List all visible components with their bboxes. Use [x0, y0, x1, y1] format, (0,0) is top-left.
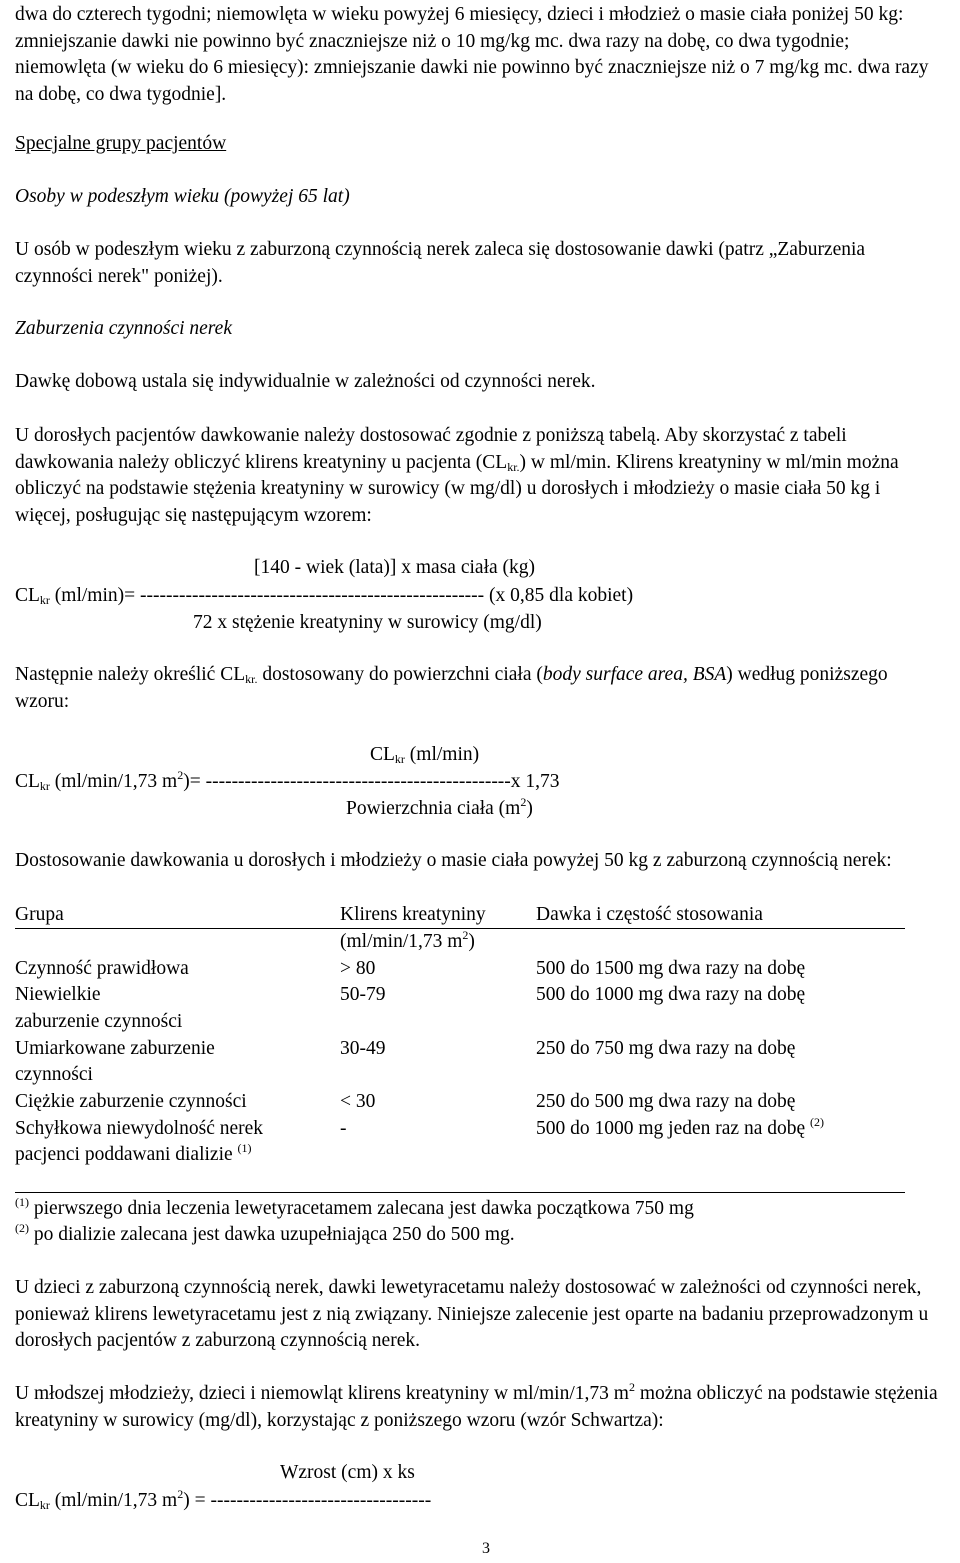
header-clearance-unit: (ml/min/1,73 $m^2$): [340, 928, 475, 952]
formula3-line: $CL_{kr}$ (ml/min/1,73 $m^2$) = ----------------------------------: [15, 1487, 432, 1512]
header-clearance: Klirens kreatyniny: [340, 904, 486, 925]
table-bottom-rule: [15, 1192, 905, 1193]
renal-paragraph-2: U dorosłych pacjentów dawkowanie należy dostosować zgodnie z poniższą tabelą. Aby skorzystać z tabeli dawkowania należy obliczyć klirens kreatyniny u pacjenta $(CL_{kr.})$ w ml/min. Klirens kreatyniny w ml/min można obliczyć na podstawie stężenia kreatyniny w surowicy (w mg/dl) u dorosłych i młodzieży o masie ciała 50 kg i więcej, posługując się następującym wzorem:: [15, 425, 899, 526]
intro-paragraph: dwa do czterech tygodni; niemowlęta w wieku powyżej 6 miesięcy, dzieci i młodzież o masie ciała poniżej 50 kg: zmniejszanie dawki nie powinno być znaczniejsze niż o 10 mg/kg mc. dwa razy na dobę, co dwa tygodnie; niemowlęta (w wieku do 6 miesięcy): zmniejszanie dawki nie powinno być znaczniejsze niż o 7 mg/kg mc. dwa razy na dobę, co dwa tygodnie].: [15, 4, 929, 105]
footnote-1: $^{(1)}$ pierwszego dnia leczenia lewetyracetamem zalecana jest dawka początkowa 750 mg: [15, 1195, 694, 1219]
row-group: Niewielkie: [15, 984, 101, 1005]
row-dose: 500 do 1000 mg dwa razy na dobę: [536, 984, 806, 1005]
section-heading-special-groups: Specjalne grupy pacjentów: [15, 133, 227, 154]
row-dose: 500 do 1500 mg dwa razy na dobę: [536, 958, 806, 979]
row-group-continued: czynności: [15, 1064, 93, 1085]
header-group: Grupa: [15, 904, 64, 925]
bsa-paragraph: Następnie należy określić $CL_{kr.}$ dostosowany do powierzchni ciała (body surface area, BSA) według poniższego wzoru:: [15, 664, 888, 712]
row-clearance: -: [340, 1118, 347, 1139]
row-group: Czynność prawidłowa: [15, 958, 189, 979]
row-group-continued: pacjenci poddawani dializie $^{(1)}$: [15, 1141, 252, 1165]
row-group: Ciężkie zaburzenie czynności: [15, 1091, 247, 1112]
formula1-line: $CL_{kr}$ (ml/min)= ----------------------------------------------------- (x 0,85 dla kobiet): [15, 585, 634, 607]
row-dose: 500 do 1000 mg jeden raz na dobę $^{(2)}$: [536, 1115, 825, 1139]
table-header-rule: [15, 928, 905, 929]
row-group: Schyłkowa niewydolność nerek: [15, 1118, 264, 1139]
row-clearance: < 30: [340, 1091, 376, 1112]
footnote-2: $^{(2)}$ po dializie zalecana jest dawka uzupełniająca 250 do 500 mg.: [15, 1221, 515, 1245]
formula1-denominator: 72 x stężenie kreatyniny w surowicy (mg/dl): [193, 612, 542, 633]
formula2-numerator: $CL_{kr}$ (ml/min): [370, 744, 480, 766]
row-clearance: 30-49: [340, 1038, 386, 1059]
children-paragraph-2: U młodszej młodzieży, dzieci i niemowląt klirens kreatyniny w ml/min/1,73 $m^2$ można obliczyć na podstawie stężenia kreatyniny w surowicy (mg/dl), korzystając z poniższego wzoru (wzór Schwartza):: [15, 1380, 938, 1431]
page-number: 3: [482, 1540, 490, 1557]
formula2-line: $CL_{kr}$ (ml/min/1,73 $m^2)= -----------------------------------------------x$ 1,73: [15, 768, 560, 793]
row-dose: 250 do 500 mg dwa razy na dobę: [536, 1091, 796, 1112]
formula3-numerator: Wzrost (cm) x ks: [280, 1462, 415, 1483]
table-caption: Dostosowanie dawkowania u dorosłych i młodzieży o masie ciała powyżej 50 kg z zaburzoną czynnością nerek:: [15, 850, 892, 871]
row-group: Umiarkowane zaburzenie: [15, 1038, 215, 1059]
elderly-paragraph: U osób w podeszłym wieku z zaburzoną czynnością nerek zaleca się dostosowanie dawki (patrz „Zaburzenia czynności nerek" poniżej).: [15, 239, 866, 287]
row-clearance: > 80: [340, 958, 376, 979]
row-dose: 250 do 750 mg dwa razy na dobę: [536, 1038, 796, 1059]
formula1-numerator: [140 - wiek (lata)] x masa ciała (kg): [254, 557, 535, 578]
formula2-denominator: Powierzchnia ciała $(m^2)$: [346, 795, 533, 819]
header-dose: Dawka i częstość stosowania: [536, 904, 763, 925]
subheading-elderly: Osoby w podeszłym wieku (powyżej 65 lat): [15, 186, 350, 207]
row-group-continued: zaburzenie czynności: [15, 1011, 183, 1032]
row-clearance: 50-79: [340, 984, 386, 1005]
subheading-renal: Zaburzenia czynności nerek: [15, 318, 232, 339]
children-paragraph-1: U dzieci z zaburzoną czynnością nerek, dawki lewetyracetamu należy dostosować w zależności od czynności nerek, ponieważ klirens lewetyracetamu jest z nią związany. Niniejsze zalecenie jest oparte na badaniu przeprowadzonym u dorosłych pacjentów z zaburzoną czynnością nerek.: [15, 1277, 929, 1351]
renal-paragraph-1: Dawkę dobową ustala się indywidualnie w zależności od czynności nerek.: [15, 371, 596, 392]
